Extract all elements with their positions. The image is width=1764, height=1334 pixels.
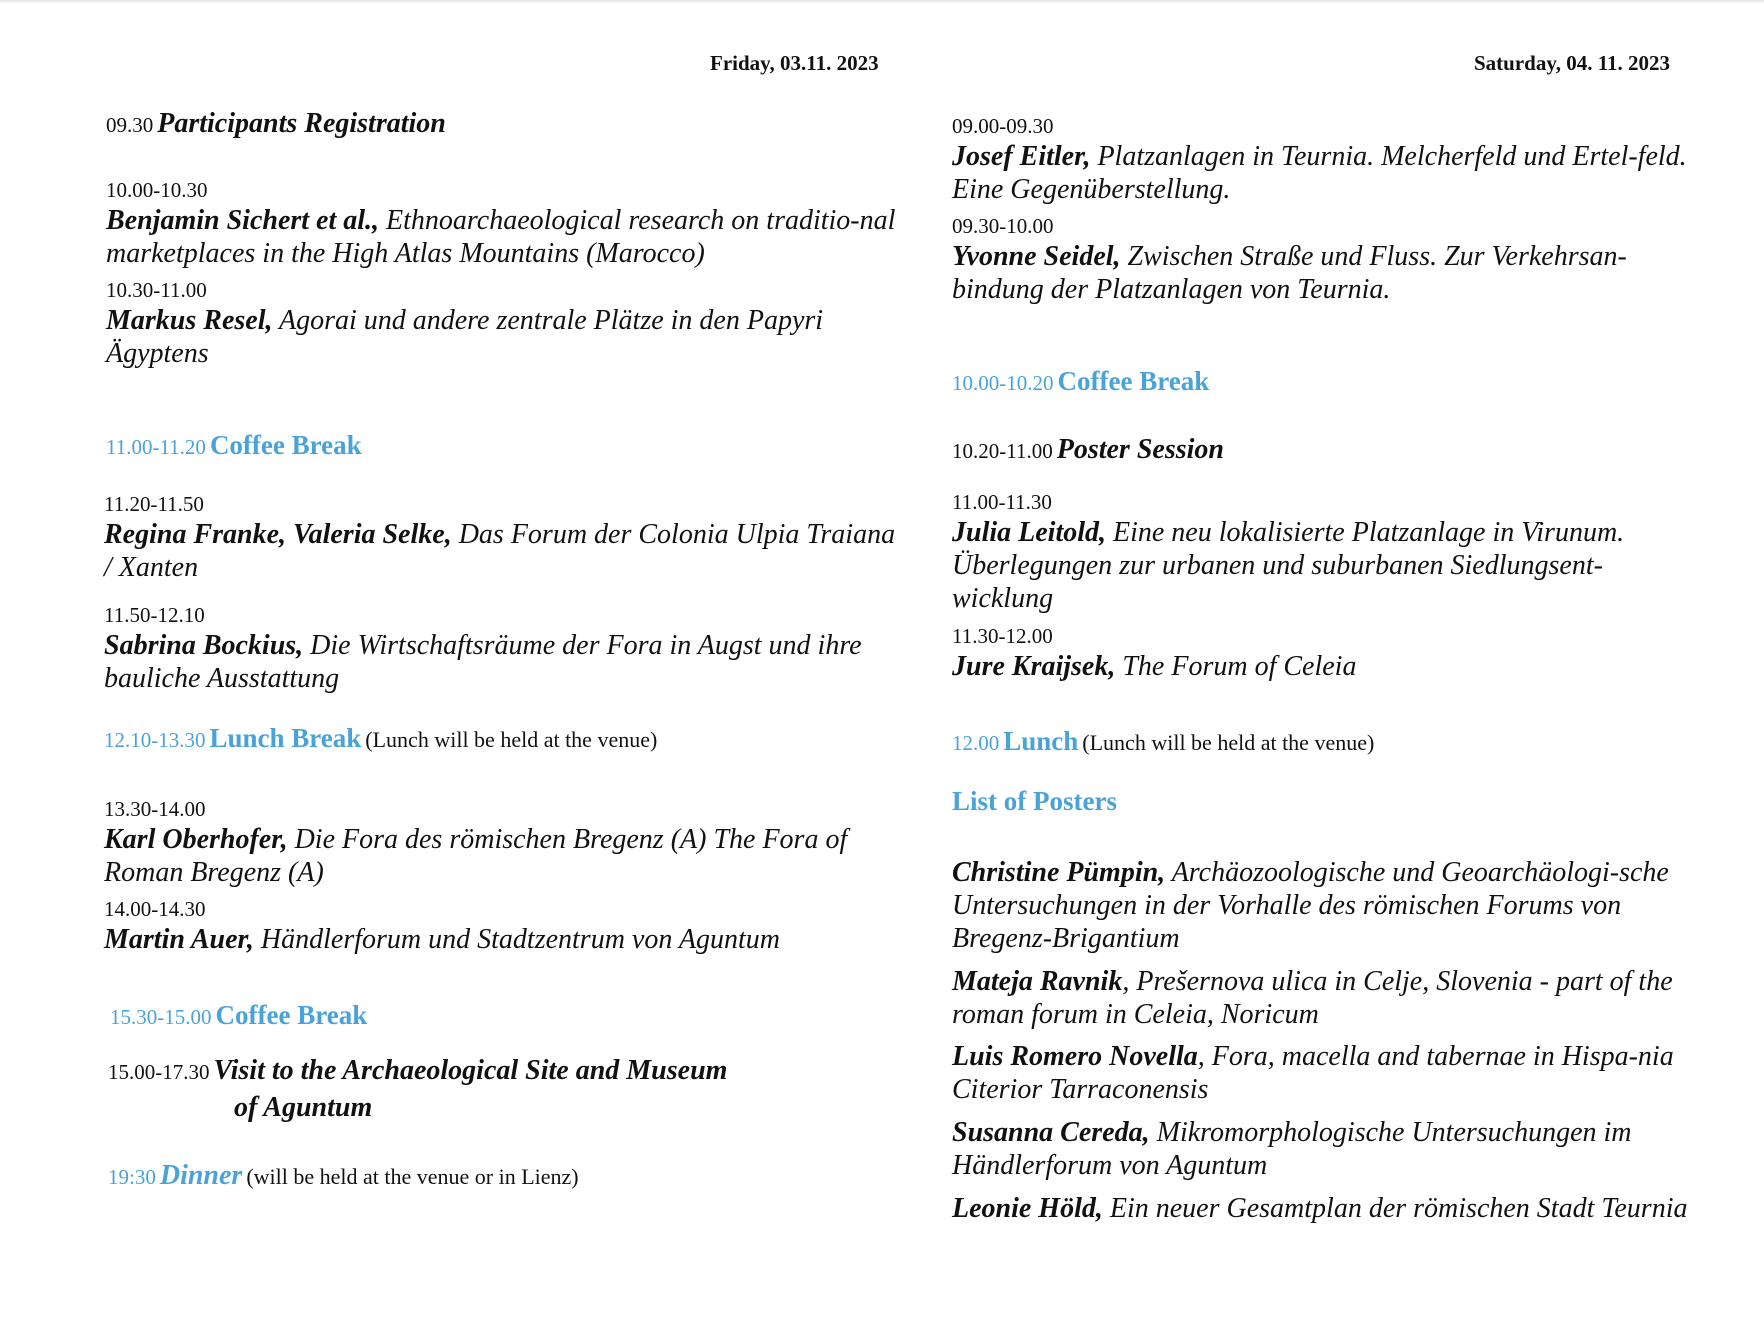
talk-entry bbox=[952, 140, 1692, 206]
poster-title: , Fora, macella and tabernae in Hispa-nia Citerior Tarraconensis bbox=[952, 1041, 1674, 1105]
coffee-time: 15.30-15.00 bbox=[110, 1005, 212, 1029]
lunch-time: 12.00 bbox=[952, 731, 1000, 755]
lunch-row bbox=[952, 726, 1374, 757]
lunch-note: (Lunch will be held at the venue) bbox=[365, 727, 658, 752]
talk-speaker: Yvonne Seidel, bbox=[952, 241, 1121, 272]
talk-time: 13.30-14.00 bbox=[104, 797, 206, 821]
poster-session-row bbox=[952, 434, 1224, 466]
talk-entry bbox=[106, 304, 906, 370]
coffee-break-row bbox=[952, 366, 1209, 397]
talk-time: 14.00-14.30 bbox=[104, 897, 206, 921]
poster-title: , Prešernova ulica in Celje, Slovenia - part of the roman forum in Celeia, Noricum bbox=[952, 966, 1673, 1030]
poster-session-title: Poster Session bbox=[1056, 434, 1224, 465]
talk-entry bbox=[104, 923, 904, 956]
lunch-label: Lunch bbox=[1003, 726, 1079, 756]
poster-title: Mikromorphologische Untersuchungen im Händlerforum von Aguntum bbox=[952, 1117, 1632, 1181]
poster-entry bbox=[952, 856, 1692, 955]
talk-title: Händlerforum und Stadtzentrum von Aguntum bbox=[260, 924, 780, 955]
top-border bbox=[0, 0, 1764, 4]
poster-speaker: Luis Romero Novella bbox=[952, 1041, 1198, 1072]
coffee-label: Coffee Break bbox=[209, 430, 362, 460]
dinner-time: 19:30 bbox=[108, 1165, 156, 1189]
coffee-time: 10.00-10.20 bbox=[952, 371, 1054, 395]
dinner-note: (will be held at the venue or in Lienz) bbox=[246, 1164, 579, 1189]
poster-speaker: Leonie Höld, bbox=[952, 1193, 1103, 1224]
visit-title-line2: of Aguntum bbox=[234, 1092, 373, 1123]
poster-speaker: Mateja Ravnik bbox=[952, 966, 1123, 997]
lunch-note: (Lunch will be held at the venue) bbox=[1082, 730, 1375, 755]
dinner-row bbox=[108, 1160, 579, 1192]
coffee-break-row bbox=[106, 430, 362, 461]
talk-title: Eine neu lokalisierte Platzanlage in Virunum. Überlegungen zur urbanen und suburbanen Siedlungsent-wicklung bbox=[952, 517, 1625, 614]
talk-time: 10.00-10.30 bbox=[106, 178, 208, 202]
talk-speaker: Jure Kraijsek, bbox=[952, 651, 1116, 682]
lunch-time: 12.10-13.30 bbox=[104, 728, 206, 752]
registration-time: 09.30 bbox=[106, 113, 154, 137]
talk-title: Zwischen Straße und Fluss. Zur Verkehrsan-bindung der Platzanlagen von Teurnia. bbox=[952, 241, 1627, 305]
lunch-label: Lunch Break bbox=[209, 723, 362, 753]
coffee-label: Coffee Break bbox=[215, 1000, 368, 1030]
visit-row bbox=[108, 1055, 727, 1087]
talk-entry bbox=[104, 823, 904, 889]
talk-title: Das Forum der Colonia Ulpia Traiana / Xanten bbox=[104, 519, 896, 583]
poster-speaker: Christine Pümpin, bbox=[952, 857, 1166, 888]
poster-speaker: Susanna Cereda, bbox=[952, 1117, 1150, 1148]
talk-time: 11.20-11.50 bbox=[104, 492, 204, 516]
talk-entry bbox=[952, 650, 1692, 683]
poster-session-time: 10.20-11.00 bbox=[952, 439, 1053, 463]
talk-time: 09.30-10.00 bbox=[952, 214, 1054, 238]
talk-entry bbox=[952, 240, 1692, 306]
dinner-label: Dinner bbox=[159, 1160, 243, 1191]
talk-title: The Forum of Celeia bbox=[1122, 651, 1357, 682]
talk-speaker: Josef Eitler, bbox=[952, 141, 1091, 172]
coffee-label: Coffee Break bbox=[1057, 366, 1210, 396]
saturday-heading: Saturday, 04. 11. 2023 bbox=[1474, 51, 1671, 75]
poster-entry bbox=[952, 1116, 1692, 1182]
talk-entry bbox=[104, 629, 904, 695]
visit-time: 15.00-17.30 bbox=[108, 1060, 210, 1084]
poster-title: Ein neuer Gesamtplan der römischen Stadt Teurnia bbox=[1109, 1193, 1688, 1224]
talk-speaker: Karl Oberhofer, bbox=[104, 824, 288, 855]
poster-entry bbox=[952, 1192, 1692, 1225]
registration-title: Participants Registration bbox=[157, 108, 446, 139]
talk-title: Ethnoarchaeological research on traditio-nal marketplaces in the High Atlas Mountains (Marocco) bbox=[106, 205, 896, 269]
talk-speaker: Sabrina Bockius, bbox=[104, 630, 304, 661]
talk-speaker: Regina Franke, Valeria Selke, bbox=[104, 519, 452, 550]
talk-title: Agorai und andere zentrale Plätze in den Papyri Ägyptens bbox=[106, 305, 824, 369]
posters-heading: List of Posters bbox=[952, 786, 1117, 816]
talk-title: Die Fora des römischen Bregenz (A) The Fora of Roman Bregenz (A) bbox=[104, 824, 848, 888]
friday-heading: Friday, 03.11. 2023 bbox=[710, 51, 879, 75]
poster-title: Archäozoologische und Geoarchäologi-sche Untersuchungen in der Vorhalle des römischen Forums von Bregenz-Brigantium bbox=[952, 857, 1669, 954]
poster-entry bbox=[952, 1040, 1692, 1106]
talk-entry bbox=[104, 518, 904, 584]
talk-time: 11.00-11.30 bbox=[952, 490, 1052, 514]
talk-time: 11.50-12.10 bbox=[104, 603, 205, 627]
talk-speaker: Julia Leitold, bbox=[952, 517, 1106, 548]
talk-entry bbox=[952, 516, 1692, 615]
coffee-time: 11.00-11.20 bbox=[106, 435, 206, 459]
talk-title: Platzanlagen in Teurnia. Melcherfeld und Ertel-feld. Eine Gegenüberstellung. bbox=[952, 141, 1687, 205]
talk-time: 11.30-12.00 bbox=[952, 624, 1053, 648]
talk-time: 09.00-09.30 bbox=[952, 114, 1054, 138]
talk-title: Die Wirtschaftsräume der Fora in Augst und ihre bauliche Ausstattung bbox=[104, 630, 862, 694]
visit-title-line1: Visit to the Archaeological Site and Museum bbox=[213, 1055, 728, 1086]
talk-speaker: Benjamin Sichert et al., bbox=[106, 205, 380, 236]
talk-speaker: Martin Auer, bbox=[104, 924, 254, 955]
poster-entry bbox=[952, 965, 1692, 1031]
talk-time: 10.30-11.00 bbox=[106, 278, 207, 302]
registration-row bbox=[106, 108, 446, 140]
talk-speaker: Markus Resel, bbox=[106, 305, 273, 336]
coffee-break-row bbox=[110, 1000, 367, 1031]
talk-entry bbox=[106, 204, 906, 270]
lunch-break-row bbox=[104, 723, 657, 754]
